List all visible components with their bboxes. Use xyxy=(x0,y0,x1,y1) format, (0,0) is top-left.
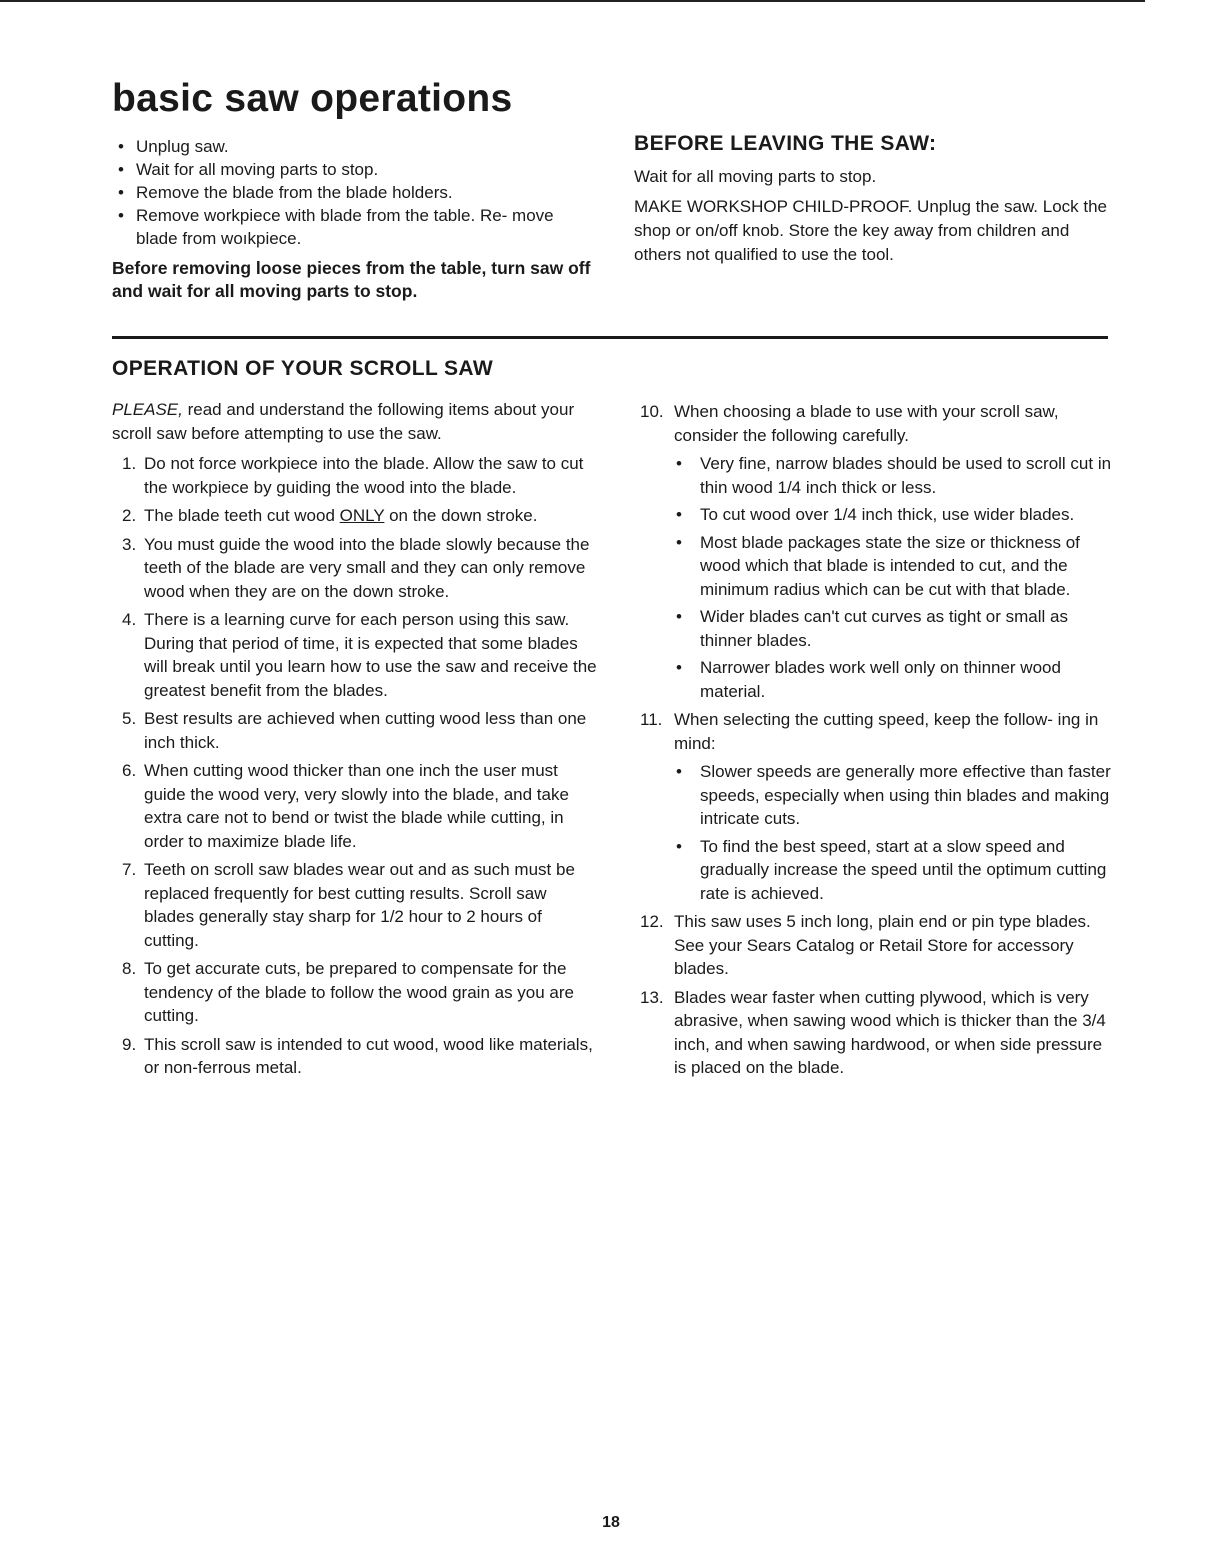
list-item: 8. To get accurate cuts, be prepared to compensate for the tendency of the blade to follow the wood grain as you are cutting. xyxy=(122,959,575,1025)
operation-list-continued xyxy=(640,400,1116,1080)
page-number: 18 xyxy=(602,1514,620,1531)
bullet-icon: • xyxy=(676,532,682,552)
bullet-icon: • xyxy=(676,836,682,856)
list-item: 12. This saw uses 5 inch long, plain end or pin type blades. See your Sears Catalog or Retail Store for accessory blades. xyxy=(640,912,1091,978)
bullet-icon: • xyxy=(676,607,682,626)
page-title: basic saw operations xyxy=(112,77,513,120)
list-item: 1. Do not force workpiece into the blade. Allow the saw to cut the workpiece by guiding the wood into the blade. xyxy=(122,454,584,497)
before-leaving-paragraph: MAKE WORKSHOP CHILD-PROOF. Unplug the saw. Lock the shop or on/off knob. Store the key away from children and others not qualified to use the tool. xyxy=(634,197,1108,264)
list-item: 9. This scroll saw is intended to cut wood, wood like materials, or non-ferrous metal. xyxy=(122,1034,593,1077)
operation-heading: OPERATION OF YOUR SCROLL SAW xyxy=(112,357,494,380)
list-item: 11. When selecting the cutting speed, keep the follow- ing in mind: • Slower speeds are generally more effective than faster speeds, especially when using thin blades and making intricate cuts. • To find the best speed, start at a slow speed and gradually increase the speed until the optimum cutting rate is achieved. xyxy=(640,708,1116,905)
list-item: 5. Best results are achieved when cutting wood less than one inch thick. xyxy=(122,709,587,752)
list-item: • Wait for all moving parts to stop. xyxy=(118,160,379,179)
safety-warning: Before removing loose pieces from the table, turn saw off and wait for all moving parts to stop. xyxy=(112,258,591,301)
list-item: • Very fine, narrow blades should be used to scroll cut in thin wood 1/4 inch thick or less. xyxy=(676,454,1112,497)
speed-tips-list xyxy=(674,760,1116,905)
operation-list xyxy=(112,452,597,1080)
before-leaving-heading: BEFORE LEAVING THE SAW: xyxy=(634,132,937,155)
list-item: • To cut wood over 1/4 inch thick, use wider blades. xyxy=(674,503,1116,527)
bullet-icon: • xyxy=(676,762,682,781)
list-item: 6. When cutting wood thicker than one inch the user must guide the wood very, very slowly into the blade, and take extra care not to bend or twist the blade while cutting, in order to maximize blade life. xyxy=(122,761,569,851)
list-item: • Remove the blade from the blade holders. xyxy=(118,183,453,202)
before-leaving-section xyxy=(634,131,1116,267)
operation-right-column xyxy=(640,400,1116,1085)
bullet-icon: • xyxy=(118,206,124,225)
before-leaving-paragraph: Wait for all moving parts to stop. xyxy=(634,167,877,186)
bullet-icon: • xyxy=(676,454,682,473)
list-item: • Slower speeds are generally more effective than faster speeds, especially when using thin blades and making intricate cuts. xyxy=(676,762,1111,828)
list-item: • Wider blades can't cut curves as tight or small as thinner blades. xyxy=(676,607,1068,650)
list-item: 13. Blades wear faster when cutting plywood, which is very abrasive, when sawing wood which is thicker than the 3/4 inch, and when sawing hardwood, or when side pressure is placed on the blade. xyxy=(640,987,1106,1077)
list-item: 7. Teeth on scroll saw blades wear out and as such must be replaced frequently for best cutting results. Scroll saw blades generally stay sharp for 1/2 hour to 2 hours of cutting. xyxy=(122,860,575,950)
list-item: • Narrower blades work well only on thinner wood material. xyxy=(676,658,1061,701)
bullet-icon: • xyxy=(676,505,682,524)
bullet-icon: • xyxy=(118,160,124,179)
operation-intro: PLEASE, read and understand the following items about your scroll saw before attempting to use the saw. xyxy=(112,400,575,443)
list-item: • Most blade packages state the size or thickness of wood which that blade is intended to cut, and the minimum radius which can be cut with that blade. xyxy=(676,532,1080,599)
list-item: • Unplug saw. xyxy=(118,137,229,156)
top-rule xyxy=(0,0,1145,2)
emphasis-only: ONLY xyxy=(339,506,385,525)
bullet-icon: • xyxy=(118,137,124,156)
list-item: 10. When choosing a blade to use with your scroll saw, consider the following carefully. • Very fine, narrow blades should be used to scroll cut in thin wood 1/4 inch thick or less. • To cut wood over 1/4 inch thick, use wider blades. • Most blade packages state the size or thickness of wood which that blade is intended to cut, and the minimum radius which can be cut with that blade. • Wider blades can't cut curves as tight or small as thinner blades. • Narrower blades work well only on thinner wood material. xyxy=(640,400,1116,703)
list-item: 2. The blade teeth cut wood ONLY on the down stroke. xyxy=(122,506,538,525)
list-item: 3. You must guide the wood into the blade slowly because the teeth of the blade are very small and they can only remove wood when they are on the down stroke. xyxy=(122,534,590,601)
unplug-steps xyxy=(112,135,597,303)
list-item: 4. There is a learning curve for each person using this saw. During that period of time, it is expected that some blades will break until you learn how to use the saw and receive the greatest benefit from the blades. xyxy=(122,610,597,700)
unplug-steps-list xyxy=(112,135,597,250)
list-item: • Remove workpiece with blade from the table. Re- move blade from woıkpiece. xyxy=(118,206,554,248)
bullet-icon: • xyxy=(676,658,682,677)
section-divider xyxy=(112,336,1108,339)
operation-left-column xyxy=(112,356,597,1085)
blade-tips-list xyxy=(674,452,1116,703)
list-item: • To find the best speed, start at a slow speed and gradually increase the speed until the optimum cutting rate is achieved. xyxy=(676,836,1107,903)
bullet-icon: • xyxy=(118,183,124,202)
